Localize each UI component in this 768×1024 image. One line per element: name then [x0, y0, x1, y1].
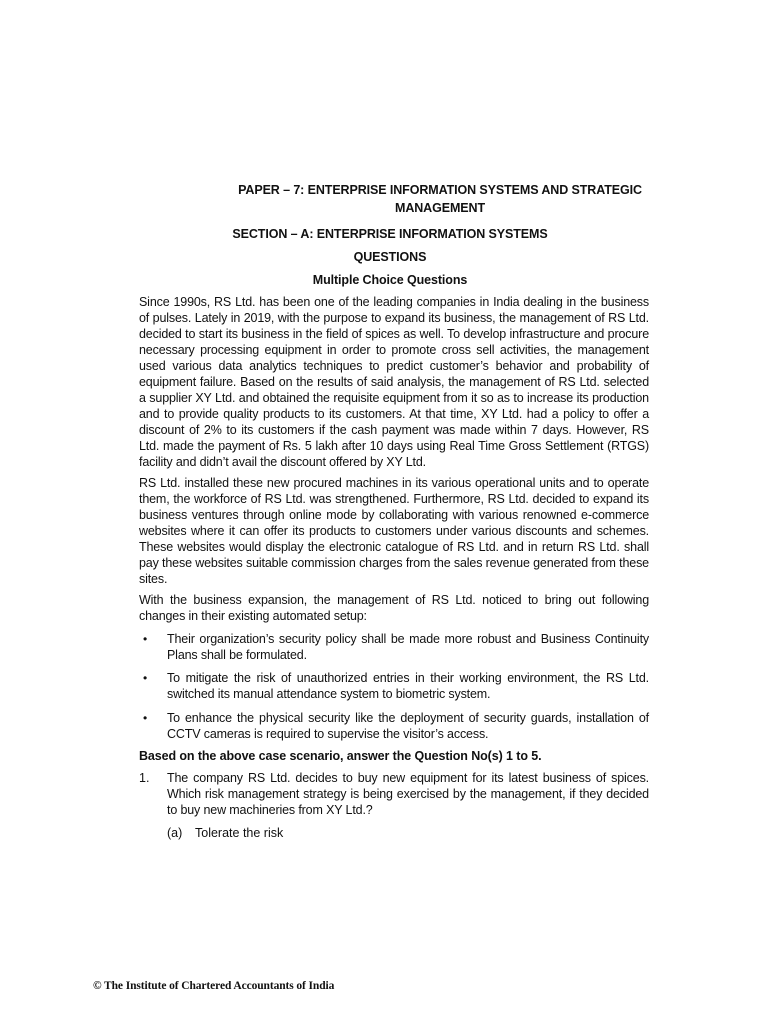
questions-heading: QUESTIONS: [353, 250, 427, 264]
case-instruction: Based on the above case scenario, answer the Question No(s) 1 to 5.: [139, 749, 542, 763]
option-a-text: Tolerate the risk: [195, 826, 284, 840]
section-title: SECTION – A: ENTERPRISE INFORMATION SYSTEMS: [232, 227, 548, 241]
bullet-icon: •: [143, 671, 148, 685]
list-item-text: To mitigate the risk of unauthorized entries in their working environment, the RS Ltd. switched its manual attendance system to biometric system.: [167, 671, 649, 701]
footer-copyright: © The Institute of Chartered Accountants of India: [93, 980, 335, 992]
case-paragraph-1: Since 1990s, RS Ltd. has been one of the leading companies in India dealing in the business of pulses. Lately in 2019, with the purpose to expand its business, the management of RS Ltd. decided to start its business in the field of spices as well. To develop infrastructure and procure necessary processing equipment in order to promote cross sell activities, the management used various data analytics techniques to predict customer’s behavior and probability of equipment failure. Based on the results of said analysis, the management of RS Ltd. selected a supplier XY Ltd. and obtained the requisite equipment from it so as to increase its production and to provide quality products to its customers. At that time, XY Ltd. had a policy to offer a discount of 2% to its customers if the cash payment was made within 7 days. However, RS Ltd. made the payment of Rs. 5 lakh after 10 days using Real Time Gross Settlement (RTGS) facility and didn’t avail the discount offered by XY Ltd.: [139, 295, 649, 469]
bullet-icon: •: [143, 632, 148, 646]
question-text: The company RS Ltd. decides to buy new equipment for its latest business of spices. Which risk management strategy is being exercised by the management, if they decided to buy new machineries from XY Ltd.?: [167, 771, 649, 817]
list-item-text: Their organization’s security policy shall be made more robust and Business Continuity Plans shall be formulated.: [167, 632, 649, 662]
paper-title-line-2: MANAGEMENT: [395, 201, 485, 215]
question-number: 1.: [139, 771, 150, 785]
option-a-label: (a): [167, 826, 183, 840]
case-paragraph-2: RS Ltd. installed these new procured machines in its various operational units and to operate them, the workforce of RS Ltd. was strengthened. Furthermore, RS Ltd. decided to expand its business ventures through online mode by collaborating with various renowned e-commerce websites where it can offer its products to customers under various discounts and schemes. These websites would display the electronic catalogue of RS Ltd. and in return RS Ltd. shall pay these websites suitable commission charges from the sales revenue generated from these sites.: [139, 476, 649, 586]
list-item-text: To enhance the physical security like the deployment of security guards, installation of CCTV cameras is required to supervise the visitor’s access.: [167, 711, 649, 741]
case-paragraph-3: With the business expansion, the management of RS Ltd. noticed to bring out following changes in their existing automated setup:: [139, 593, 649, 623]
mcq-subheading: Multiple Choice Questions: [312, 273, 468, 287]
paper-title-line-1: PAPER – 7: ENTERPRISE INFORMATION SYSTEMS AND STRATEGIC: [238, 183, 642, 197]
bullet-icon: •: [143, 711, 148, 725]
